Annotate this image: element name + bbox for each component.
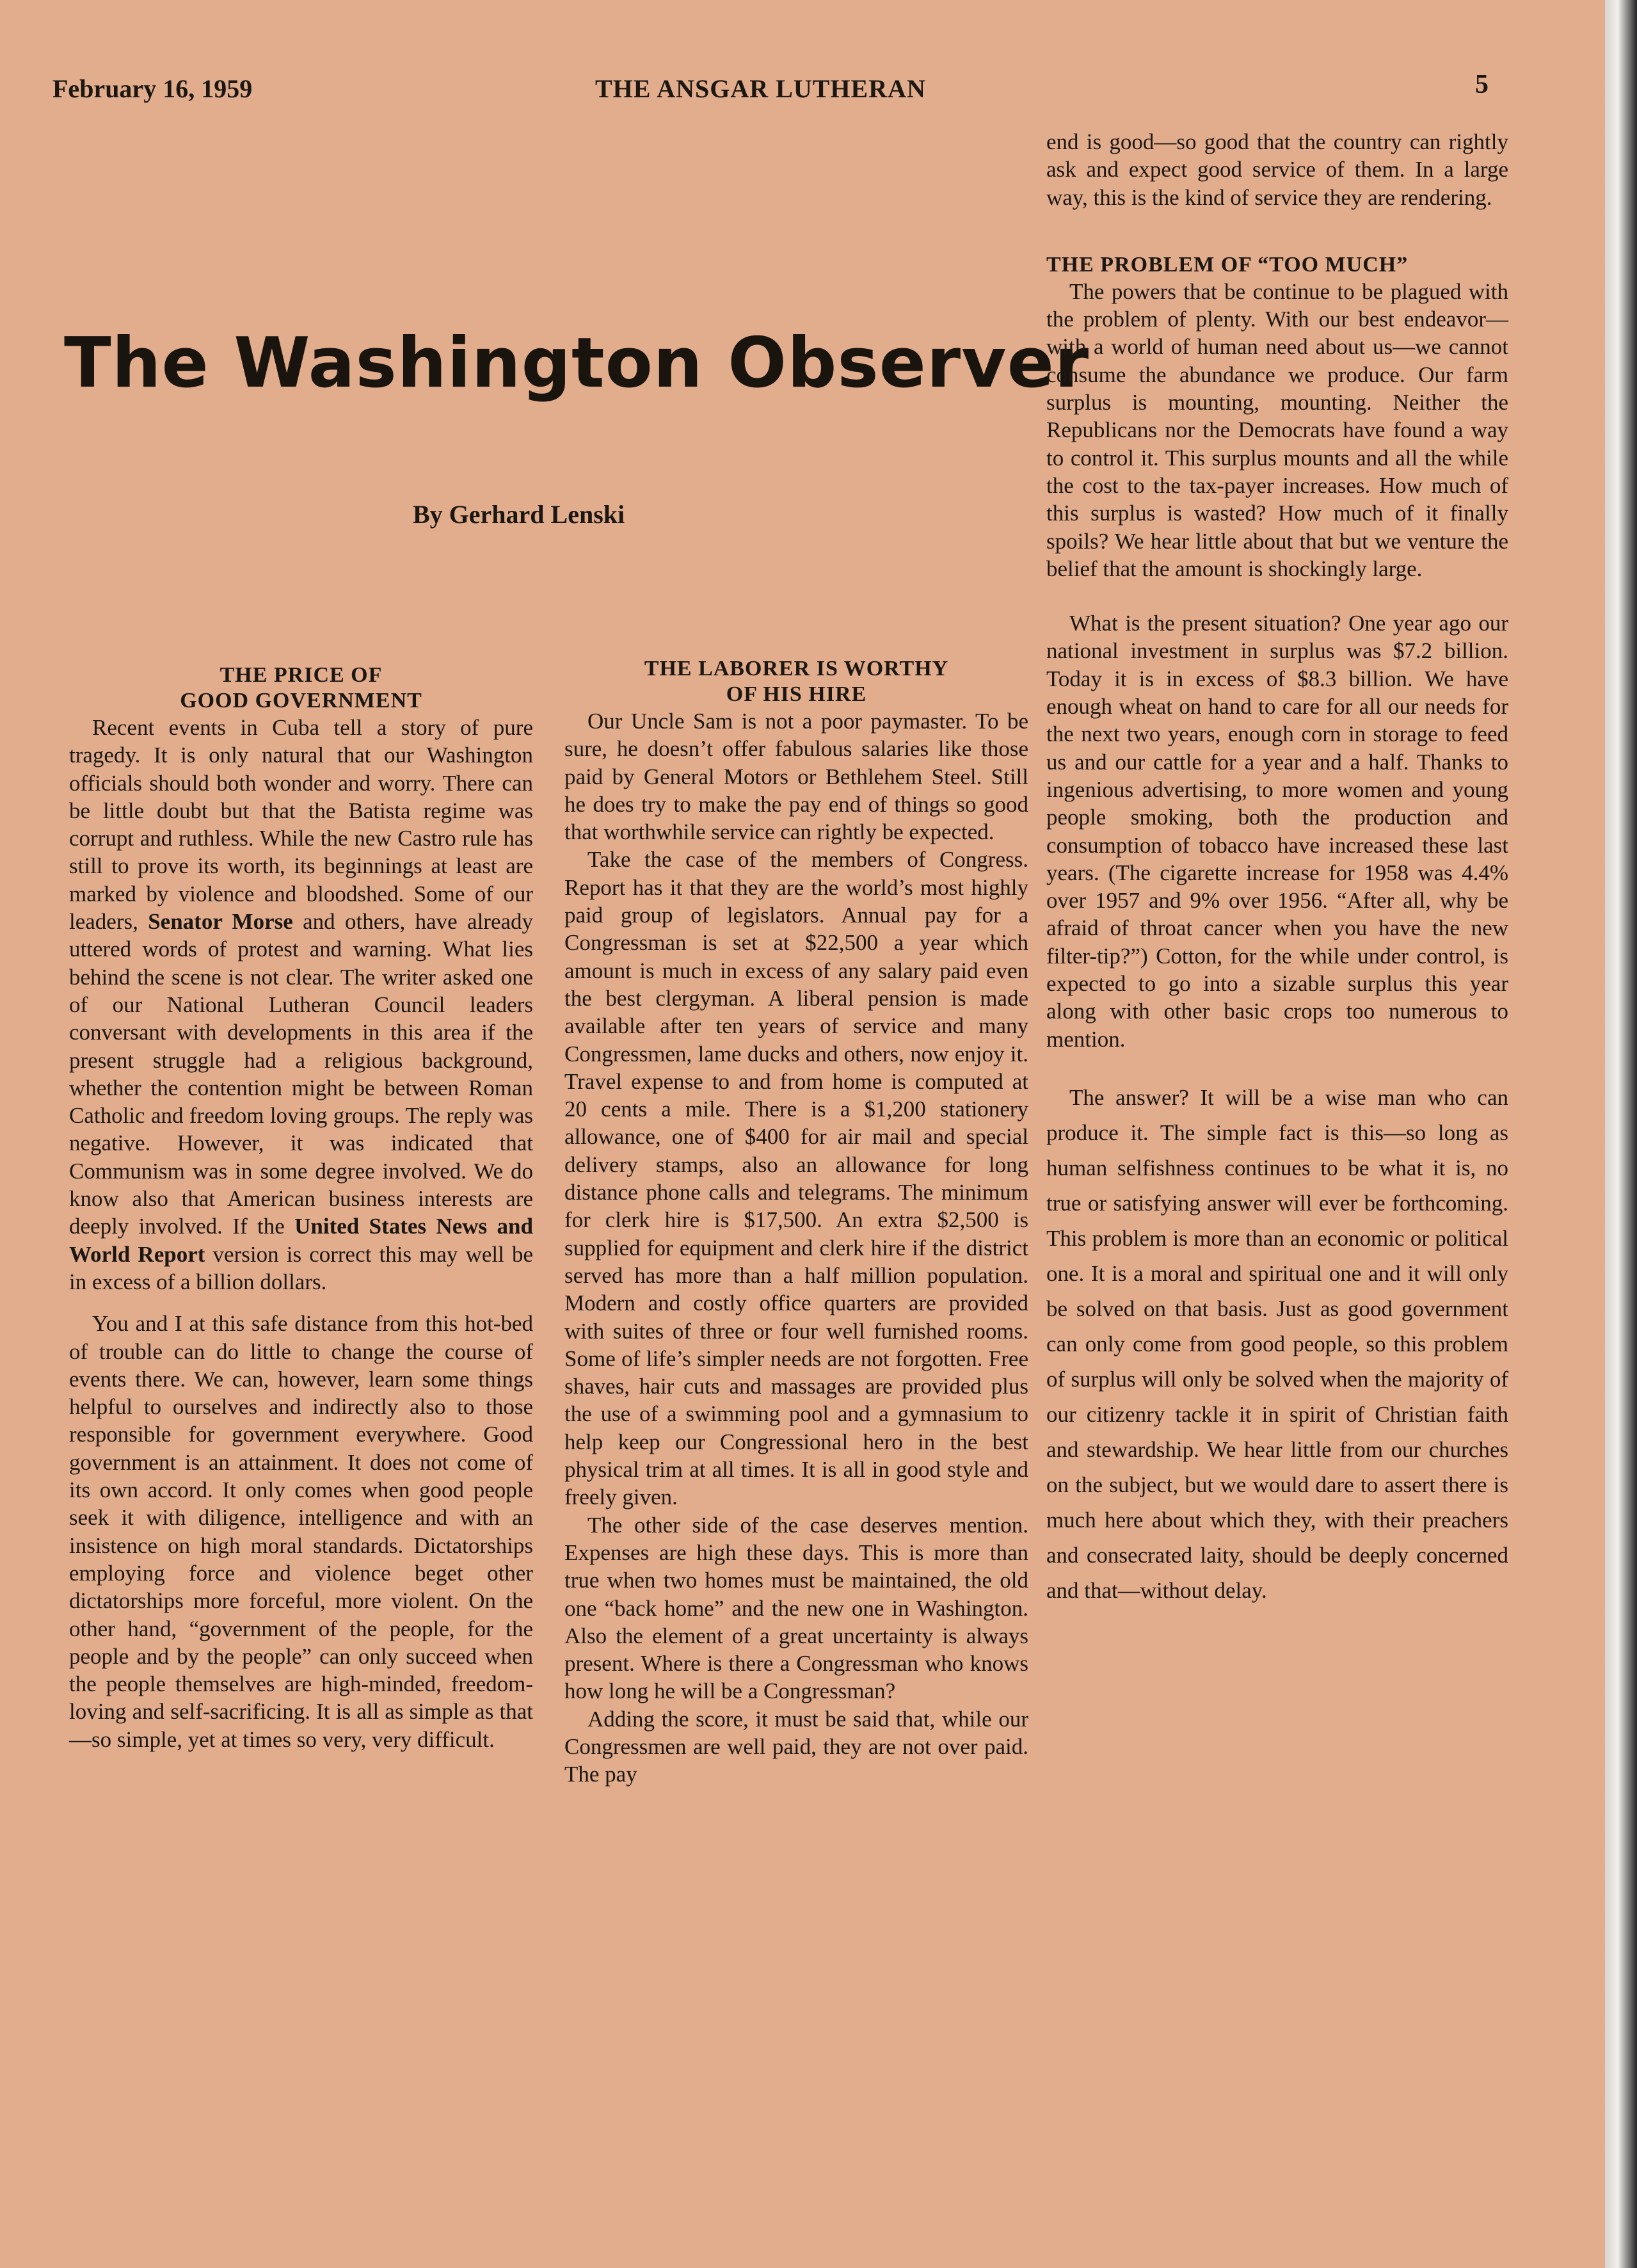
bold-publication: United States News and World Report	[69, 1214, 533, 1267]
paragraph: The answer? It will be a wise man who can produce it. The simple fact is this—so long as human selfishness continues to be what it is, no true or satisfying answer will ever be forthcoming. This problem is more than an economic or political one. It is a moral and spiritual one and it will only be solved on that basis. Just as good government can only come from good people, so this problem of surplus will only be solved when the majority of our citizenry tackle it in spirit of Christian faith and stewardship. We hear little from our churches on the subject, but we would dare to assert there is much here about which they, with their preachers and consecrated laity, should be deeply concerned and that—without delay.	[1046, 1084, 1508, 1603]
heading-line: OF HIS HIRE	[726, 682, 867, 706]
heading-line: THE LABORER IS WORTHY	[644, 657, 949, 680]
paragraph: Adding the score, it must be said that, while our Congressmen are well paid, they are not over paid. The pay	[564, 1706, 1028, 1787]
article-title: The Washington Observer	[64, 323, 1090, 403]
section-heading-laborer-worthy-of-hire	[564, 656, 1028, 707]
column-2	[564, 656, 1028, 1789]
continued-paragraph: end is good—so good that the country can rightly ask and expect good service of them. In a large way, this is the kind of service they are rendering.	[1046, 129, 1508, 210]
text-run: Recent events in Cuba tell a story of pure tragedy. It is only natural that our Washington officials should both wonder and worry. There can be little doubt but that the Batista regime was corrupt and ruthless. While the new Castro rule has still to prove its worth, its beginnings at least are marked by violence and bloodshed. Some of our leaders,	[69, 715, 533, 935]
bold-name: Senator Morse	[148, 909, 293, 935]
text-run: and others, have already uttered words of protest and warning. What lies behind the scene is not clear. The writer asked one of our National Lutheran Council leaders conversant with developments in this area if the present struggle had a religious background, whether the contention might be between Roman Catholic and freedom loving groups. The reply was negative. However, it was indicated that Communism was in some degree involved. We do know also that American business interests are deeply involved. If the	[69, 909, 534, 1239]
heading-line: GOOD GOVERNMENT	[180, 689, 422, 712]
paragraph: You and I at this safe distance from this hot-bed of trouble can do little to change the course of events there. We can, however, learn some things helpful to ourselves and indirectly also to those responsible for government everywhere. Good government is an attainment. It does not come of its own accord. It only comes when good people seek it with diligence, intelligence and with an insistence on high moral standards. Dictatorships employing force and violence beget other dictatorships more forceful, more violent. On the other hand, “government of the people, for the people and by the people” can only succeed when the people themselves are high-minded, freedom-loving and self-sacrificing. It is all as simple as that —so simple, yet at times so very, very difficult.	[69, 1311, 533, 1752]
paragraph: The powers that be continue to be plagued with the problem of plenty. With our best endeavor—with a world of human need about us—we cannot consume the abundance we produce. Our farm surplus is mounting, mounting. Neither the Republicans nor the Democrats have found a way to control it. This surplus mounts and all the while the cost to the tax-payer increases. How much of this surplus is wasted? How much of it finally spoils? We hear little about that but we venture the belief that the amount is shockingly large.	[1046, 278, 1508, 581]
article-byline: By Gerhard Lenski	[413, 500, 625, 529]
page-number: 5	[1475, 70, 1489, 99]
page-edge	[1605, 0, 1637, 2268]
paragraph: Take the case of the members of Congress. Report has it that they are the world’s most highly paid group of legislators. Annual pay for a Congressman is set at $22,500 a year which amount is much in excess of any salary paid even the best clergyman. A liberal pension is made available after ten years of service and many Congressmen, lame ducks and others, now enjoy it. Travel expense to and from home is computed at 20 cents a mile. There is a $1,200 stationery allowance, one of $400 for air mail and special delivery stamps, also an allowance for long distance phone calls and telegrams. The minimum for clerk hire is $17,500. An extra $2,500 is supplied for equipment and clerk hire if the district served has more than a half million population. Modern and costly office quarters are provided with suites of three or four well furnished rooms. Some of life’s simpler needs are not forgotten. Free shaves, hair cuts and massages are provided plus the use of a swimming pool and a gymnasium to help keep our Congressional hero in the best physical trim at all times. It is all in good style and freely given.	[564, 847, 1028, 1510]
section-heading-problem-of-too-much: THE PROBLEM OF “TOO MUCH”	[1046, 252, 1409, 277]
heading-line: THE PRICE OF	[220, 663, 383, 687]
column-1	[69, 663, 533, 1753]
column-3	[1046, 128, 1508, 1608]
section-heading-price-of-good-government	[69, 663, 533, 714]
paragraph: What is the present situation? One year ago our national investment in surplus was $7.2 billion. Today it is in excess of $8.3 billion. We have enough wheat on hand to care for all our needs for the next two years, enough corn in storage to feed us and our cattle for a year and a half. Thanks to ingenious advertising, to more women and young people smoking, both the production and consumption of tobacco have increased these last years. (The cigarette increase for 1958 was 4.4% over 1957 and 9% over 1956. “After all, why be afraid of throat cancer when you have the new filter-tip?”) Cotton, for the while under control, is expected to go into a sizable surplus this year along with other basic crops too numerous to mention.	[1046, 611, 1508, 1052]
paragraph: The other side of the case deserves mention. Expenses are high these days. This is more than true when two homes must be maintained, the old one “back home” and the new one in Washington. Also the element of a great uncertainty is always present. Where is there a Congressman who knows how long he will be a Congressman?	[564, 1512, 1028, 1704]
publication-name: THE ANSGAR LUTHERAN	[595, 74, 926, 103]
issue-date: February 16, 1959	[52, 74, 253, 103]
paragraph	[69, 714, 533, 1296]
paragraph: Our Uncle Sam is not a poor paymaster. To be sure, he doesn’t offer fabulous salaries like those paid by General Motors or Bethlehem Steel. Still he does try to make the pay end of things so good that worthwhile service can rightly be expected.	[564, 709, 1028, 845]
text-run: version is correct this may well be in excess of a billion dollars.	[69, 1241, 534, 1294]
